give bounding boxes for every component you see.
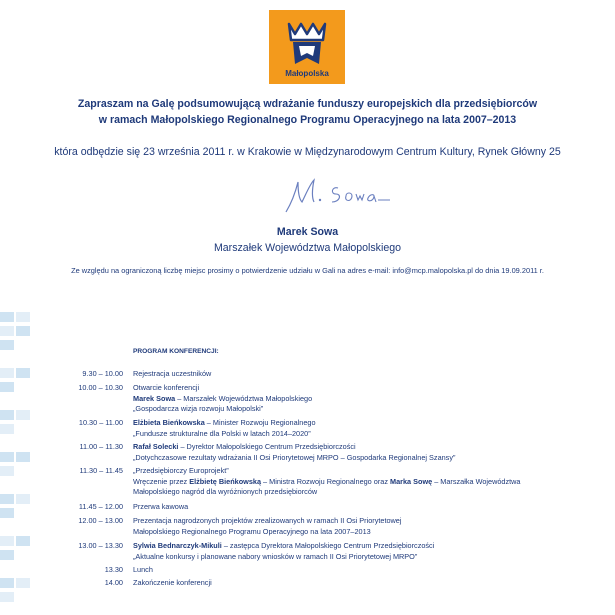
program-time: 13.00 – 13.30 — [78, 541, 123, 550]
program-line: „Przedsiębiorczy Europrojekt” — [133, 466, 229, 475]
program-line: Małopolskiego nagród dla wyróżnionych przedsiębiorców — [133, 487, 318, 496]
program-time: 9.30 – 10.00 — [82, 369, 123, 378]
program-line: Rafał Solecki – Dyrektor Małopolskiego Centrum Przedsiębiorczości — [133, 442, 356, 451]
program-line: „Dotychczasowe rezultaty wdrażania II Osi Priorytetowej MRPO – Gospodarka Regionalnej Szansy” — [133, 452, 456, 462]
program-line: Prezentacja nagrodzonych projektów zrealizowanych w ramach II Osi Priorytetowej — [133, 516, 402, 525]
rsvp-note: Ze względu na ograniczoną liczbę miejsc prosimy o potwierdzenie udziału w Gali na adres e-mail: info@mcp.malopolska.pl do dnia 19.09.2011 r. — [71, 266, 544, 275]
program-line: „Aktualne konkursy i planowane nabory wniosków w ramach II Osi Priorytetowej MRPO” — [133, 551, 418, 561]
program-time: 12.00 – 13.00 — [78, 516, 123, 525]
event-venue: która odbędzie się 23 września 2011 r. w Krakowie w Międzynarodowym Centrum Kultury, Rynek Główny 25 — [54, 146, 561, 158]
decorative-squares — [0, 312, 40, 615]
logo-label: Małopolska — [285, 69, 329, 78]
program-line: Małopolskiego Regionalnego Programu Operacyjnego na lata 2007–2013 — [133, 526, 371, 536]
program-time: 13.30 — [104, 565, 123, 574]
program-line: Lunch — [133, 565, 153, 574]
malopolska-logo — [269, 10, 345, 84]
program-line: Sylwia Bednarczyk-Mikuli – zastępca Dyrektora Małopolskiego Centrum Przedsiębiorczości — [133, 541, 435, 550]
signer-name: Marek Sowa — [276, 226, 339, 238]
headline-line: w ramach Małopolskiego Regionalnego Programu Operacyjnego na lata 2007–2013 — [98, 114, 517, 126]
headline-line: Zapraszam na Galę podsumowującą wdrażanie funduszy europejskich dla przedsiębiorców — [77, 98, 538, 110]
program-line: „Fundusze strukturalne dla Polski w latach 2014–2020” — [133, 428, 311, 438]
program-time: 10.30 – 11.00 — [78, 418, 123, 427]
program-line: Elżbieta Bieńkowska – Minister Rozwoju Regionalnego — [133, 418, 316, 427]
program-line: Zakończenie konferencji — [133, 578, 212, 587]
handwritten-signature — [282, 172, 392, 218]
program-time: 11.45 – 12.00 — [78, 502, 123, 511]
signer-title: Marszałek Województwa Małopolskiego — [213, 242, 402, 254]
program-line: Otwarcie konferencji — [133, 383, 200, 392]
program-line: „Gospodarcza wizja rozwoju Małopolski” — [133, 404, 264, 413]
program-time: 14.00 — [104, 578, 123, 587]
invitation-headline — [0, 96, 615, 128]
signer-block — [0, 224, 615, 256]
program-line: Przerwa kawowa — [133, 502, 189, 511]
program-heading: PROGRAM KONFERENCJI: — [133, 348, 219, 355]
program-line: Rejestracja uczestników — [133, 369, 212, 378]
program-time: 11.30 – 11.45 — [79, 466, 123, 475]
program-time: 10.00 – 10.30 — [78, 383, 123, 392]
program-line: Wręczenie przez Elżbietę Bieńkowską – Ministra Rozwoju Regionalnego oraz Marka Sowę – Marszałka Województwa — [133, 476, 521, 486]
program-time: 11.00 – 11.30 — [79, 442, 123, 451]
program-line: Marek Sowa – Marszałek Województwa Małopolskiego — [133, 393, 313, 403]
